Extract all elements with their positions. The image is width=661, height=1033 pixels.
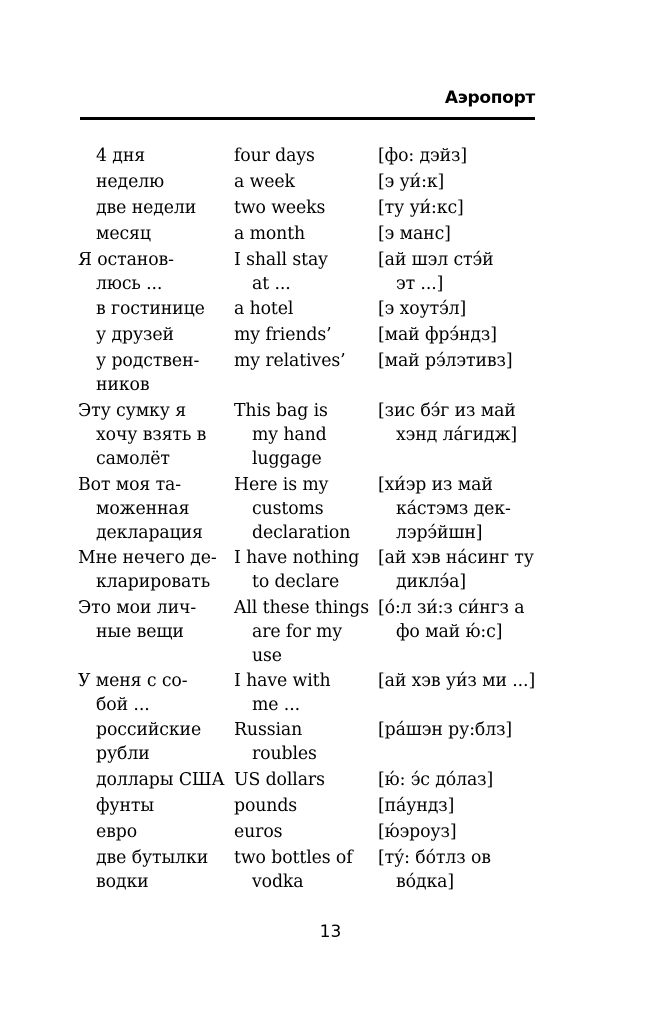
transcription [378,768,493,792]
english-phrase-line: euros [234,822,283,842]
transcription-line: эт ...] [396,274,444,294]
russian-phrase [96,323,174,347]
transcription [378,846,491,894]
english-phrase [234,546,359,594]
english-phrase-line: at ... [252,274,291,294]
english-phrase [234,669,331,717]
transcription-line: [хи́эр из май [378,475,493,495]
english-phrase-line: my friends’ [234,325,332,345]
russian-phrase-line: ные вещи [96,622,184,642]
russian-phrase-line: неделю [96,172,165,192]
english-phrase [234,144,315,168]
russian-phrase [96,794,154,818]
russian-phrase-line: в гостинице [96,299,205,319]
transcription-line: [пáундз] [378,796,455,816]
russian-phrase-line: моженная [96,499,190,519]
english-phrase-line: roubles [252,744,317,764]
english-phrase-line: Russian [234,720,303,740]
transcription [378,718,512,742]
transcription-line: [э хоутэ́л] [378,299,467,319]
transcription [378,196,464,220]
english-phrase [234,248,328,296]
russian-phrase-line: Вот моя та- [78,475,182,495]
english-phrase [234,170,295,194]
transcription-line: хэнд лáгидж] [396,425,518,445]
english-phrase [234,768,325,792]
english-phrase-line: me ... [252,695,300,715]
english-phrase [234,323,332,347]
english-phrase-line: four days [234,146,315,166]
english-phrase-line: customs [252,499,324,519]
english-phrase [234,473,350,545]
english-phrase-line: my relatives’ [234,351,346,371]
russian-phrase-line: Это мои лич- [78,598,197,618]
english-phrase-line: to declare [252,572,340,592]
russian-phrase [78,248,174,296]
russian-phrase [96,768,225,792]
english-phrase-line: my hand [252,425,327,445]
russian-phrase [78,473,203,545]
russian-phrase [96,196,196,220]
transcription-line: [май рэ́лэтивз] [378,351,513,371]
transcription [378,473,511,545]
english-phrase-line: declaration [252,523,351,543]
transcription [378,248,494,296]
english-phrase [234,794,297,818]
transcription-line: [ай шэл стэ́й [378,250,494,270]
russian-phrase [96,297,205,321]
russian-phrase-line: фунты [96,796,155,816]
transcription-line: [э манс] [378,224,451,244]
russian-phrase-line: декларация [96,523,203,543]
english-phrase-line: US dollars [234,770,325,790]
english-phrase-line: a week [234,172,295,192]
russian-phrase-line: две бутылки [96,848,209,868]
russian-phrase-line: хочу взять в [96,425,207,445]
transcription [378,323,497,347]
russian-phrase-line: у друзей [96,325,174,345]
transcription [378,222,451,246]
russian-phrase-line: рубли [96,744,150,764]
transcription [378,546,534,594]
english-phrase [234,196,325,220]
english-phrase-line: two bottles of [234,848,353,868]
transcription-line: [ю́: э́с до́лаз] [378,770,494,790]
russian-phrase-line: две недели [96,198,197,218]
english-phrase-line: use [252,646,282,666]
header-rule [80,117,535,120]
english-phrase-line: a month [234,224,306,244]
english-phrase [234,846,353,894]
transcription-line: [ю́эроуз] [378,822,457,842]
russian-phrase-line: люсь ... [96,274,163,294]
russian-phrase-line: водки [96,872,149,892]
transcription [378,399,517,447]
transcription-line: во́дка] [396,872,455,892]
transcription-line: [ай хэв уи́з ми ...] [378,671,536,691]
english-phrase-line: I have with [234,671,331,691]
transcription-line: [э уи́:к] [378,172,445,192]
russian-phrase [96,349,199,397]
english-phrase-line: vodka [252,872,304,892]
english-phrase [234,297,293,321]
transcription-line: [о́:л зи́:з си́нгз а [378,598,525,618]
russian-phrase-line: самолёт [96,449,170,469]
running-header: Аэропорт [444,88,535,108]
english-phrase-line: This bag is [234,401,328,421]
transcription [378,596,524,644]
transcription [378,297,466,321]
russian-phrase-line: кларировать [96,572,211,592]
english-phrase-line: Here is my [234,475,329,495]
english-phrase-line: luggage [252,449,322,469]
russian-phrase [96,170,164,194]
transcription-line: кáстэмз дек- [396,499,511,519]
transcription-line: [май фрэ́ндз] [378,325,497,345]
transcription-line: [фо: дэйз] [378,146,467,166]
english-phrase [234,222,305,246]
russian-phrase [96,820,137,844]
russian-phrase [78,399,206,471]
transcription-line: [ту́: бо́тлз ов [378,848,491,868]
english-phrase [234,718,317,766]
russian-phrase-line: месяц [96,224,151,244]
russian-phrase [96,222,151,246]
russian-phrase-line: У меня с со- [78,671,188,691]
russian-phrase [78,546,217,594]
english-phrase-line: I have nothing [234,548,360,568]
russian-phrase [78,596,196,644]
transcription-line: [зис бэ́г из май [378,401,516,421]
transcription-line: [ту уи́:кс] [378,198,464,218]
transcription [378,669,535,693]
transcription-line: диклэ́а] [396,572,466,592]
english-phrase-line: All these things [234,598,369,618]
russian-phrase-line: евро [96,822,138,842]
transcription-line: [рáшэн ру:блз] [378,720,513,740]
russian-phrase [96,144,145,168]
russian-phrase-line: доллары США [96,770,225,790]
transcription [378,170,444,194]
russian-phrase-line: Мне нечего де- [78,548,217,568]
russian-phrase [96,846,208,894]
english-phrase-line: pounds [234,796,298,816]
english-phrase-line: are for my [252,622,342,642]
transcription-line: [ай хэв нáсинг ту [378,548,534,568]
russian-phrase-line: Эту сумку я [78,401,186,421]
russian-phrase-line: у родствен- [96,351,200,371]
english-phrase-line: a hotel [234,299,294,319]
russian-phrase [96,718,201,766]
english-phrase-line: two weeks [234,198,326,218]
transcription-line: фо май ю́:с] [396,622,503,642]
transcription [378,349,512,373]
english-phrase [234,820,282,844]
page-number: 13 [319,922,342,942]
transcription-line: лэрэ́йшн] [396,523,483,543]
russian-phrase-line: ников [96,375,150,395]
english-phrase-line: I shall stay [234,250,328,270]
transcription [378,794,454,818]
transcription [378,144,467,168]
russian-phrase [78,669,187,717]
english-phrase [234,596,369,668]
english-phrase [234,399,328,471]
russian-phrase-line: бой ... [96,695,150,715]
russian-phrase-line: 4 дня [96,146,146,166]
russian-phrase-line: Я останов- [78,250,174,270]
russian-phrase-line: российские [96,720,202,740]
english-phrase [234,349,345,373]
transcription [378,820,456,844]
